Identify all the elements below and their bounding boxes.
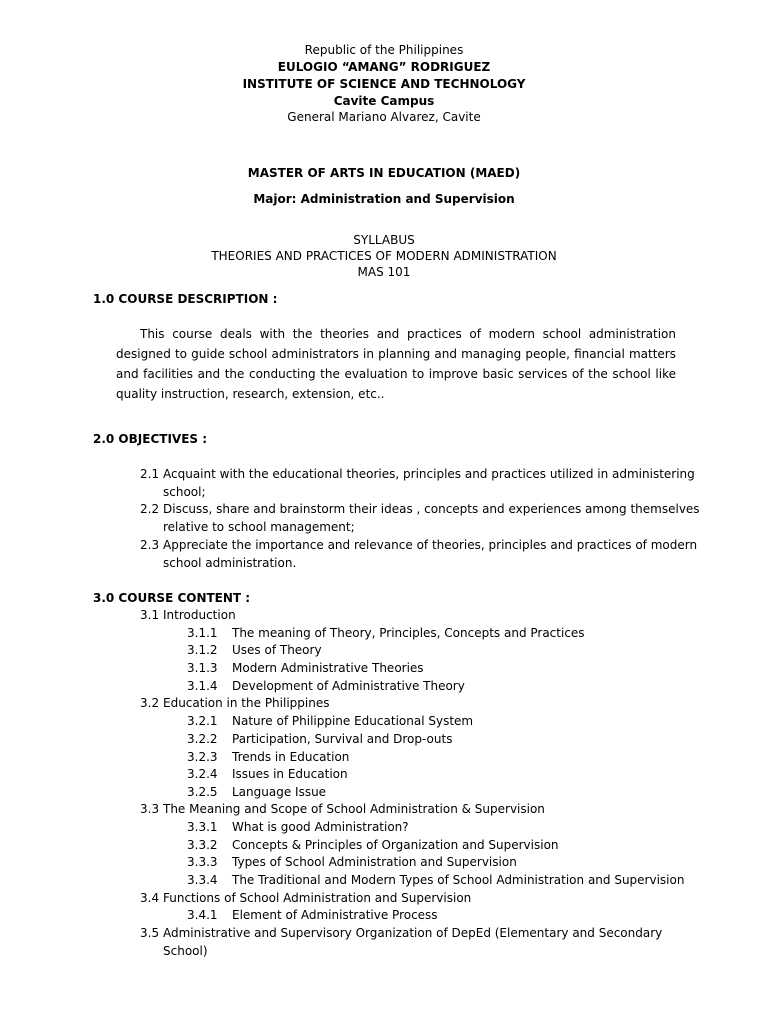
header-republic: Republic of the Philippines bbox=[304, 43, 464, 57]
objective-number: 2.1 bbox=[140, 467, 160, 481]
content-section-number: 3.3 bbox=[140, 802, 160, 816]
content-item-number: 3.2.4 bbox=[187, 767, 218, 781]
content-section-number: 3.2 bbox=[140, 696, 160, 710]
content-item-text: Development of Administrative Theory bbox=[232, 679, 465, 693]
content-section-number: 3.4 bbox=[140, 891, 160, 905]
content-item-number: 3.1.3 bbox=[187, 661, 218, 675]
section-heading-objectives: 2.0 OBJECTIVES : bbox=[93, 432, 208, 446]
content-item-text: Nature of Philippine Educational System bbox=[232, 714, 474, 728]
content-section-title: Education in the Philippines bbox=[163, 696, 330, 710]
content-section-title-cont: School) bbox=[163, 944, 208, 958]
content-item-number: 3.3.1 bbox=[187, 820, 218, 834]
description-paragraph bbox=[116, 324, 676, 404]
content-item-text: Language Issue bbox=[232, 785, 327, 799]
content-section-number: 3.1 bbox=[140, 608, 160, 622]
content-item-text: Element of Administrative Process bbox=[232, 908, 438, 922]
content-item-text: Modern Administrative Theories bbox=[232, 661, 424, 675]
content-item-number: 3.1.2 bbox=[187, 643, 218, 657]
content-item-text: Issues in Education bbox=[232, 767, 348, 781]
content-item-text: The Traditional and Modern Types of School Administration and Supervision bbox=[232, 873, 685, 887]
objective-text-cont: school; bbox=[163, 485, 206, 499]
header-institution-name: EULOGIO “AMANG” RODRIGUEZ bbox=[277, 60, 491, 74]
header-address: General Mariano Alvarez, Cavite bbox=[287, 110, 481, 124]
section-heading-content: 3.0 COURSE CONTENT : bbox=[93, 591, 251, 605]
content-section-number: 3.5 bbox=[140, 926, 160, 940]
content-item-number: 3.2.1 bbox=[187, 714, 218, 728]
content-section-title: Functions of School Administration and Supervision bbox=[163, 891, 472, 905]
content-item-number: 3.4.1 bbox=[187, 908, 218, 922]
header-campus: Cavite Campus bbox=[333, 94, 435, 108]
description-text: This course deals with the theories and practices of modern school administration designed to guide school administrators in planning and managing people, financial matters and facilities and the conducting the evaluation to improve basic services of the school like quality instruction, research, extension, etc.. bbox=[116, 327, 676, 401]
content-item-number: 3.3.2 bbox=[187, 838, 218, 852]
content-item-text: Concepts & Principles of Organization and Supervision bbox=[232, 838, 559, 852]
course-code: MAS 101 bbox=[357, 265, 411, 279]
content-item-number: 3.3.4 bbox=[187, 873, 218, 887]
content-item-number: 3.2.3 bbox=[187, 750, 218, 764]
objective-text: Appreciate the importance and relevance of theories, principles and practices of modern bbox=[163, 538, 698, 552]
content-item-text: Uses of Theory bbox=[232, 643, 322, 657]
content-item-number: 3.1.4 bbox=[187, 679, 218, 693]
content-item-text: What is good Administration? bbox=[232, 820, 409, 834]
content-section-title: Introduction bbox=[163, 608, 236, 622]
program-major: Major: Administration and Supervision bbox=[253, 192, 515, 206]
content-item-text: Types of School Administration and Supervision bbox=[232, 855, 517, 869]
objective-text: Acquaint with the educational theories, principles and practices utilized in administering bbox=[163, 467, 695, 481]
content-item-number: 3.1.1 bbox=[187, 626, 218, 640]
content-item-number: 3.3.3 bbox=[187, 855, 218, 869]
program-title: MASTER OF ARTS IN EDUCATION (MAED) bbox=[247, 166, 521, 180]
objective-number: 2.2 bbox=[140, 502, 160, 516]
objective-text-cont: school administration. bbox=[163, 556, 297, 570]
objective-text: Discuss, share and brainstorm their ideas , concepts and experiences among themselves bbox=[163, 502, 700, 516]
content-section-title: The Meaning and Scope of School Administration & Supervision bbox=[163, 802, 545, 816]
syllabus-label: SYLLABUS bbox=[353, 233, 415, 247]
header-institution-type: INSTITUTE OF SCIENCE AND TECHNOLOGY bbox=[242, 77, 526, 91]
content-item-number: 3.2.2 bbox=[187, 732, 218, 746]
course-title: THEORIES AND PRACTICES OF MODERN ADMINISTRATION bbox=[211, 249, 557, 263]
content-item-text: Participation, Survival and Drop-outs bbox=[232, 732, 453, 746]
content-section-title: Administrative and Supervisory Organization of DepEd (Elementary and Secondary bbox=[163, 926, 663, 940]
objective-number: 2.3 bbox=[140, 538, 160, 552]
content-item-text: Trends in Education bbox=[232, 750, 350, 764]
objective-text-cont: relative to school management; bbox=[163, 520, 355, 534]
section-heading-description: 1.0 COURSE DESCRIPTION : bbox=[93, 292, 278, 306]
content-item-text: The meaning of Theory, Principles, Concepts and Practices bbox=[232, 626, 585, 640]
content-item-number: 3.2.5 bbox=[187, 785, 218, 799]
